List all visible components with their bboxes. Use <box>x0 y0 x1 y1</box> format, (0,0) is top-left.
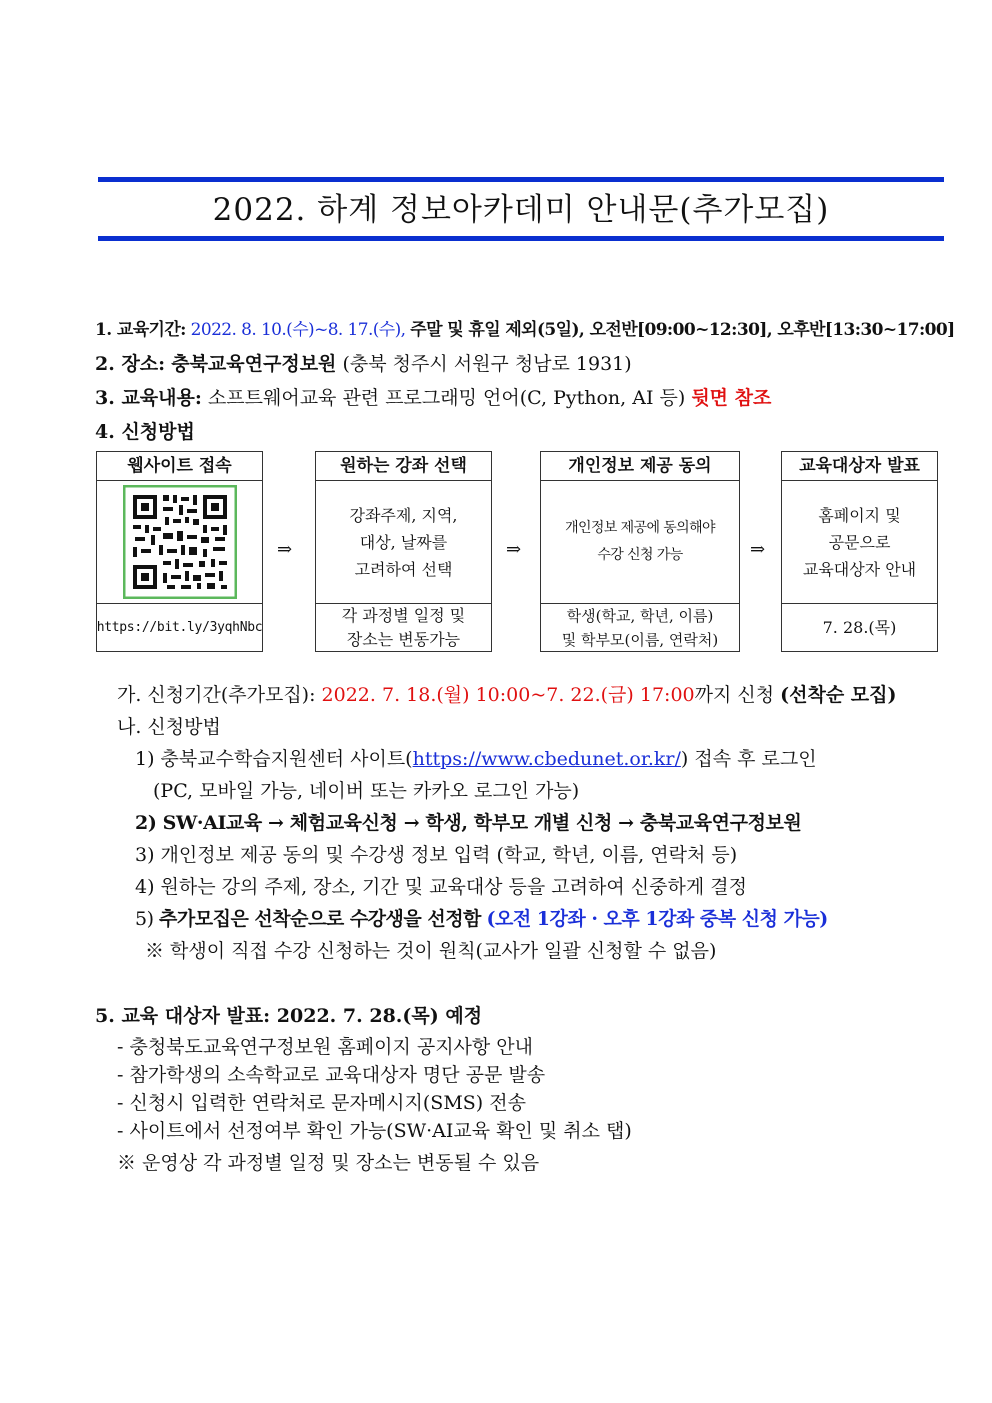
apply-period-dates: 2022. 7. 18.(월) 10:00~7. 22.(금) 17:00 <box>321 684 695 706</box>
flow-box-head: 원하는 강좌 선택 <box>316 452 491 481</box>
section-1-period <box>95 317 955 343</box>
flow-box-body <box>782 481 937 604</box>
flow-box-text: 대상, 날짜를 <box>359 532 448 552</box>
section-3-ref: 뒷면 참조 <box>691 387 772 409</box>
step-1-sub: (PC, 모바일 가능, 네이버 또는 카카오 로그인 가능) <box>153 780 580 802</box>
flow-box-head: 교육대상자 발표 <box>782 452 937 481</box>
flow-box-url <box>97 604 262 651</box>
flow-box-footer <box>782 604 937 651</box>
section-1-dates: 2022. 8. 10.(수)~8. 17.(수), <box>190 320 406 340</box>
flow-box-text: 교육대상자 안내 <box>802 559 917 579</box>
step-3: 3) 개인정보 제공 동의 및 수강생 정보 입력 (학교, 학년, 이름, 연락처 등) <box>135 844 738 866</box>
short-url: https://bit.ly/3yqhNbc <box>96 619 263 635</box>
flow-box-website <box>96 451 263 652</box>
step-5-blue: (오전 1강좌 · 오후 1강좌 중복 신청 가능) <box>486 908 828 930</box>
flow-box-text: 개인정보 제공에 동의해야 <box>565 520 715 536</box>
title-bottom-rule <box>98 236 944 241</box>
apply-period <box>117 682 897 708</box>
flow-box-foot-text: 각 과정별 일정 및 <box>341 605 466 625</box>
flow-box-course <box>315 451 492 652</box>
flow-box-text: 공문으로 <box>828 532 891 552</box>
page-title: 2022. 하계 정보아카데미 안내문(추가모집) <box>212 192 830 228</box>
flow-arrow: ⇒ <box>750 539 766 560</box>
section-5-note: ※ 운영상 각 과정별 일정 및 장소는 변동될 수 있음 <box>117 1152 540 1174</box>
flow-box-foot-text: 7. 28.(목) <box>822 617 897 637</box>
flow-box-consent <box>540 451 740 652</box>
flow-box-qr-area <box>97 481 262 604</box>
flow-box-foot-text: 장소는 변동가능 <box>346 629 461 649</box>
step-5-bold: 추가모집은 선착순으로 수강생을 선정함 <box>159 908 481 930</box>
flow-box-head: 개인정보 제공 동의 <box>541 452 739 481</box>
section-3-label: 3. 교육내용: <box>95 387 202 409</box>
step-note: ※ 학생이 직접 수강 신청하는 것이 원칙(교사가 일괄 신청할 수 없음) <box>145 940 717 962</box>
section-1-rest: 주말 및 휴일 제외(5일), 오전반[09:00~12:30], 오후반[13:30~17:00] <box>410 320 955 340</box>
flow-box-text: 고려하여 선택 <box>354 559 453 579</box>
flow-arrow: ⇒ <box>506 539 522 560</box>
section-3-content <box>95 385 771 411</box>
step-1-pre: 1) 충북교수학습지원센터 사이트( <box>135 748 413 770</box>
flow-box-body <box>541 481 739 604</box>
section-5-item: - 사이트에서 선정여부 확인 가능(SW·AI교육 확인 및 취소 탭) <box>117 1120 632 1142</box>
section-2-place-name: 충북교육연구정보원 <box>171 353 337 375</box>
flow-box-announcement <box>781 451 938 652</box>
apply-period-label: 가. 신청기간(추가모집): <box>117 684 316 706</box>
section-5-item: - 신청시 입력한 연락처로 문자메시지(SMS) 전송 <box>117 1092 526 1114</box>
title-top-rule <box>98 177 944 182</box>
flow-box-text: 수강 신청 가능 <box>597 547 683 563</box>
step-1 <box>135 746 817 772</box>
flow-box-text: 홈페이지 및 <box>818 505 901 525</box>
apply-method-label: 나. 신청방법 <box>117 716 221 738</box>
section-2-place <box>95 351 632 377</box>
flow-arrow: ⇒ <box>277 539 293 560</box>
step-5 <box>135 906 828 932</box>
step-1-post: ) 접속 후 로그인 <box>680 748 817 770</box>
apply-period-note: (선착순 모집) <box>780 684 897 706</box>
flow-box-text: 강좌주제, 지역, <box>349 505 458 525</box>
step-2: 2) SW·AI교육 → 체험교육신청 → 학생, 학부모 개별 신청 → 충북교육연구정보원 <box>135 812 802 834</box>
flow-box-footer <box>541 604 739 651</box>
section-5-heading: 5. 교육 대상자 발표: 2022. 7. 28.(목) 예정 <box>95 1005 483 1027</box>
section-5-item: - 충청북도교육연구정보원 홈페이지 공지사항 안내 <box>117 1036 534 1058</box>
section-1-label: 1. 교육기간: <box>95 320 186 340</box>
step-5-pre: 5) <box>135 908 160 930</box>
section-5-item: - 참가학생의 소속학교로 교육대상자 명단 공문 발송 <box>117 1064 546 1086</box>
apply-period-suffix: 까지 신청 <box>694 684 775 706</box>
section-4-heading: 4. 신청방법 <box>95 421 195 443</box>
section-2-label: 2. 장소: <box>95 353 166 375</box>
section-3-text: 소프트웨어교육 관련 프로그래밍 언어(C, Python, AI 등) <box>207 387 686 409</box>
section-2-address: (충북 청주시 서원구 청남로 1931) <box>342 353 632 375</box>
flow-box-head: 웹사이트 접속 <box>97 452 262 481</box>
cbedunet-link[interactable]: https://www.cbedunet.or.kr/ <box>412 748 681 770</box>
flow-box-foot-text: 및 학부모(이름, 연락처) <box>561 630 719 649</box>
step-4: 4) 원하는 강의 주제, 장소, 기간 및 교육대상 등을 고려하여 신중하게 결정 <box>135 876 747 898</box>
flow-box-body <box>316 481 491 604</box>
qr-code-icon <box>123 485 237 599</box>
flow-box-foot-text: 학생(학교, 학년, 이름) <box>566 606 714 625</box>
flow-box-footer <box>316 604 491 651</box>
